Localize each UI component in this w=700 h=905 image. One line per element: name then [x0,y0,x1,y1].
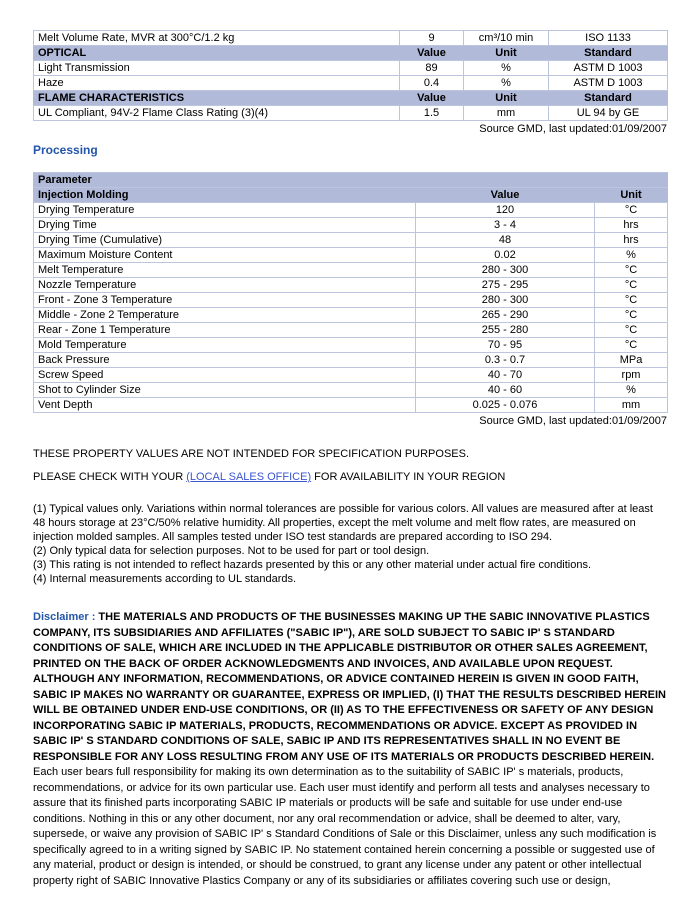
disclaimer [33,610,667,889]
parameter-unit-cell: % [595,248,668,263]
parameter-value-cell: 275 - 295 [416,278,595,293]
parameter-name-cell: Drying Time [34,218,416,233]
parameter-unit-cell: °C [595,293,668,308]
parameter-value-cell: 40 - 70 [416,368,595,383]
table-row [34,293,668,308]
table-row [34,31,668,46]
parameter-name-cell: Maximum Moisture Content [34,248,416,263]
parameter-name-cell: Back Pressure [34,353,416,368]
table-row [34,218,668,233]
property-value-cell: 1.5 [400,106,464,121]
parameter-unit-cell: °C [595,203,668,218]
property-standard-cell: Standard [549,91,668,106]
footnote: (2) Only typical data for selection purposes. Not to be used for part or tool design. [33,545,430,557]
disclaimer-bold-text: THE MATERIALS AND PRODUCTS OF THE BUSINESSES MAKING UP THE SABIC INNOVATIVE PLASTICS COMPANY, ITS SUBSIDIARIES AND AFFILIATES ("SABIC IP"), ARE SOLD SUBJECT TO SABIC IP' S STANDARD CONDITIONS OF SALE, WHICH ARE INCLUDED IN THE APPLICABLE DISTRIBUTOR OR OTHER SALES AGREEMENT, PRINTED ON THE BACK OF ORDER ACKNOWLEDGMENTS AND INVOICES, AND AVAILABLE UPON REQUEST. ALTHOUGH ANY INFORMATION, RECOMMENDATIONS, OR ADVICE CONTAINED HEREIN IS GIVEN IN GOOD FAITH, SABIC IP MAKES NO WARRANTY OR GUARANTEE, EXPRESS OR IMPLIED, (I) THAT THE RESULTS DESCRIBED HEREIN WILL BE OBTAINED UNDER END-USE CONDITIONS, OR (II) AS TO THE EFFECTIVENESS OR SAFETY OF ANY DESIGN INCORPORATING SABIC IP MATERIALS, PRODUCTS, RECOMMENDATIONS OR ADVICE. EXCEPT AS PROVIDED IN SABIC IP' S STANDARD CONDITIONS OF SALE, SABIC IP AND ITS REPRESENTATIVES SHALL IN NO EVENT BE RESPONSIBLE FOR ANY LOSS RESULTING FROM ANY USE OF ITS MATERIALS OR PRODUCTS DESCRIBED HEREIN. [33,611,666,763]
table-row [34,308,668,323]
value-header-cell: Value [416,188,595,203]
parameter-name-cell: Melt Temperature [34,263,416,278]
property-unit-cell: cm³/10 min [464,31,549,46]
spec-purpose-note: THESE PROPERTY VALUES ARE NOT INTENDED FOR SPECIFICATION PURPOSES. [33,448,470,460]
parameter-name-cell: Shot to Cylinder Size [34,383,416,398]
property-value-cell: 89 [400,61,464,76]
parameter-header-cell: Parameter [34,173,668,188]
parameter-value-cell: 48 [416,233,595,248]
property-unit-cell: % [464,61,549,76]
parameter-value-cell: 3 - 4 [416,218,595,233]
parameter-unit-cell: °C [595,308,668,323]
property-unit-cell: Unit [464,91,549,106]
footnote: (4) Internal measurements according to UL standards. [33,573,297,585]
parameter-name-cell: Vent Depth [34,398,416,413]
parameter-unit-cell: °C [595,263,668,278]
parameter-unit-cell: °C [595,278,668,293]
parameter-header-row [34,173,668,188]
parameter-name-cell: Rear - Zone 1 Temperature [34,323,416,338]
parameter-unit-cell: mm [595,398,668,413]
parameter-value-cell: 40 - 60 [416,383,595,398]
parameter-unit-cell: °C [595,338,668,353]
footnote: (1) Typical values only. Variations within normal tolerances are possible for various colors. All values are measured after at least 48 hours storage at 23°C/50% relative humidity. All properties, except the melt volume and melt flow rates, are measured on injection molded samples. All samples tested under ISO test standards are prepared according to ISO 294. [33,503,653,543]
property-value-cell: 9 [400,31,464,46]
table-row [34,263,668,278]
parameter-unit-cell: °C [595,323,668,338]
parameter-value-cell: 70 - 95 [416,338,595,353]
footnote: (3) This rating is not intended to reflect hazards presented by this or any other material under actual fire conditions. [33,559,592,571]
table-row [34,323,668,338]
availability-prefix: PLEASE CHECK WITH YOUR [33,471,187,483]
parameter-unit-cell: % [595,383,668,398]
parameter-value-cell: 0.3 - 0.7 [416,353,595,368]
table-row [34,233,668,248]
local-sales-office-link[interactable]: (LOCAL SALES OFFICE) [186,471,312,483]
injection-molding-header-cell: Injection Molding [34,188,416,203]
table-row [34,76,668,91]
parameter-name-cell: Front - Zone 3 Temperature [34,293,416,308]
property-value-cell: Value [400,91,464,106]
parameter-name-cell: Drying Temperature [34,203,416,218]
parameter-value-cell: 0.02 [416,248,595,263]
property-standard-cell: ISO 1133 [549,31,668,46]
processing-heading: Processing [33,143,98,157]
property-value-cell: Value [400,46,464,61]
parameter-value-cell: 265 - 290 [416,308,595,323]
footnotes [33,502,667,586]
table-row [34,278,668,293]
table-row [34,91,668,106]
table-row [34,248,668,263]
source-note: Source GMD, last updated:01/09/2007 [479,415,667,427]
availability-note [33,471,667,484]
property-name-cell: Melt Volume Rate, MVR at 300°C/1.2 kg [34,31,400,46]
column-header-row [34,188,668,203]
property-name-cell: OPTICAL [34,46,400,61]
processing-table [33,172,668,413]
table-row [34,353,668,368]
table-row [34,338,668,353]
property-name-cell: Haze [34,76,400,91]
table-row [34,203,668,218]
property-standard-cell: ASTM D 1003 [549,76,668,91]
property-standard-cell: ASTM D 1003 [549,61,668,76]
parameter-name-cell: Nozzle Temperature [34,278,416,293]
parameter-unit-cell: hrs [595,233,668,248]
property-standard-cell: Standard [549,46,668,61]
table-row [34,106,668,121]
property-name-cell: UL Compliant, 94V-2 Flame Class Rating (3)(4) [34,106,400,121]
table-row [34,46,668,61]
property-unit-cell: mm [464,106,549,121]
table-row [34,383,668,398]
parameter-name-cell: Drying Time (Cumulative) [34,233,416,248]
source-note: Source GMD, last updated:01/09/2007 [479,123,667,135]
parameter-unit-cell: MPa [595,353,668,368]
property-value-cell: 0.4 [400,76,464,91]
parameter-name-cell: Mold Temperature [34,338,416,353]
parameter-unit-cell: hrs [595,218,668,233]
parameter-name-cell: Middle - Zone 2 Temperature [34,308,416,323]
property-unit-cell: % [464,76,549,91]
parameter-value-cell: 280 - 300 [416,293,595,308]
parameter-value-cell: 0.025 - 0.076 [416,398,595,413]
property-standard-cell: UL 94 by GE [549,106,668,121]
properties-table [33,30,668,121]
table-row [34,61,668,76]
parameter-name-cell: Screw Speed [34,368,416,383]
unit-header-cell: Unit [595,188,668,203]
disclaimer-regular-text: Each user bears full responsibility for making its own determination as to the suitability of SABIC IP' s materials, products, recommendations, or advice for its own particular use. Each user must identify and perform all tests and analyses necessary to assure that its finished parts incorporating SABIC IP materials or products will be safe and suitable for use under end-use conditions. Nothing in this or any other document, nor any oral recommendation or advice, shall be deemed to alter, vary, supersede, or waive any provision of SABIC IP' s Standard Conditions of Sale or this Disclaimer, unless any such modification is specifically agreed to in a writing signed by SABIC IP. No statement contained herein concerning a possible or suggested use of any material, product or design is intended, or should be construed, to grant any license under any patent or other intellectual property right of SABIC Innovative Plastics Company or any of its subsidiaries or affiliates covering such use or design, [33,766,657,887]
parameter-unit-cell: rpm [595,368,668,383]
property-name-cell: Light Transmission [34,61,400,76]
parameter-value-cell: 255 - 280 [416,323,595,338]
property-name-cell: FLAME CHARACTERISTICS [34,91,400,106]
table-row [34,368,668,383]
table-row [34,398,668,413]
parameter-value-cell: 120 [416,203,595,218]
property-unit-cell: Unit [464,46,549,61]
disclaimer-label: Disclaimer : [33,611,99,623]
availability-suffix: FOR AVAILABILITY IN YOUR REGION [311,471,506,483]
parameter-value-cell: 280 - 300 [416,263,595,278]
